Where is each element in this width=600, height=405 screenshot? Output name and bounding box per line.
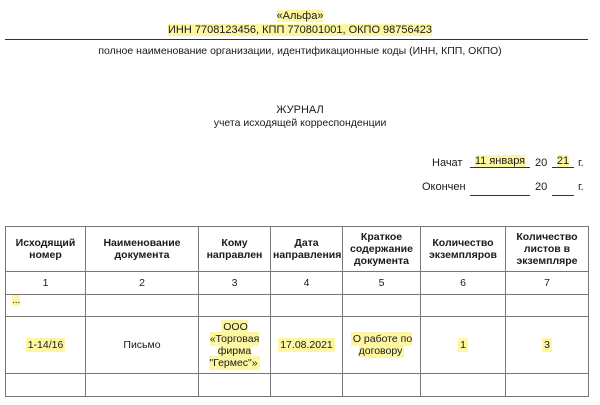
empty-cell: [199, 295, 271, 317]
column-number: 6: [421, 272, 506, 295]
empty-cell: [271, 374, 343, 397]
header-copies: Количество экземпляров: [421, 227, 506, 272]
empty-cell: [421, 374, 506, 397]
column-number: 4: [271, 272, 343, 295]
started-year: 21: [552, 155, 574, 168]
started-year-suffix: г.: [578, 157, 584, 169]
cell-document-name: Письмо: [86, 317, 199, 374]
gap-marker: ...: [12, 295, 21, 306]
ended-year-suffix: г.: [578, 181, 584, 193]
header-document-name: Наименование документа: [86, 227, 199, 272]
table-row: [6, 317, 589, 374]
empty-cell: [271, 295, 343, 317]
empty-cell: [421, 295, 506, 317]
organization-name: «Альфа»: [276, 10, 324, 22]
empty-cell: [343, 295, 421, 317]
column-number: 1: [6, 272, 86, 295]
column-number: 2: [86, 272, 199, 295]
cell-sheets: 3: [506, 317, 589, 374]
table-header-row: [6, 227, 589, 272]
ended-century: 20: [535, 181, 548, 193]
empty-cell: [6, 374, 86, 397]
column-number-row: [6, 272, 589, 295]
correspondence-table: [5, 226, 589, 397]
column-number: 3: [199, 272, 271, 295]
header-outgoing-number: Исходящий номер: [6, 227, 86, 272]
cell-summary: О работе по договору: [343, 317, 421, 374]
empty-cell: [86, 374, 199, 397]
empty-cell: [86, 295, 199, 317]
ended-year-blank: [552, 181, 574, 196]
started-century: 20: [535, 157, 548, 169]
started-day-month: 11 января: [470, 155, 530, 168]
ended-label: Окончен: [422, 181, 466, 193]
header-summary: Краткое содержание документа: [343, 227, 421, 272]
empty-cell: [506, 295, 589, 317]
gap-cell: [6, 295, 86, 317]
column-number: 7: [506, 272, 589, 295]
organization-caption: полное наименование организации, идентификационные коды (ИНН, КПП, ОКПО): [98, 45, 502, 57]
cell-number: 1-14/16: [6, 317, 86, 374]
started-label: Начат: [432, 157, 463, 169]
column-number: 5: [343, 272, 421, 295]
ended-day-month-blank: [470, 181, 530, 196]
empty-row: [6, 374, 589, 397]
header-recipient: Кому направлен: [199, 227, 271, 272]
empty-cell: [343, 374, 421, 397]
cell-copies: 1: [421, 317, 506, 374]
cell-date: 17.08.2021: [271, 317, 343, 374]
header-date-sent: Дата направления: [271, 227, 343, 272]
cell-recipient: ООО «Торговая фирма "Гермес"»: [199, 317, 271, 374]
gap-row: [6, 295, 589, 317]
journal-title: ЖУРНАЛ: [276, 104, 324, 116]
journal-subtitle: учета исходящей корреспонденции: [213, 117, 387, 129]
empty-cell: [199, 374, 271, 397]
organization-underline: [5, 39, 588, 40]
organization-codes: ИНН 7708123456, КПП 770801001, ОКПО 98756423: [167, 24, 432, 36]
header-sheets: Количество листов в экземпляре: [506, 227, 589, 272]
empty-cell: [506, 374, 589, 397]
